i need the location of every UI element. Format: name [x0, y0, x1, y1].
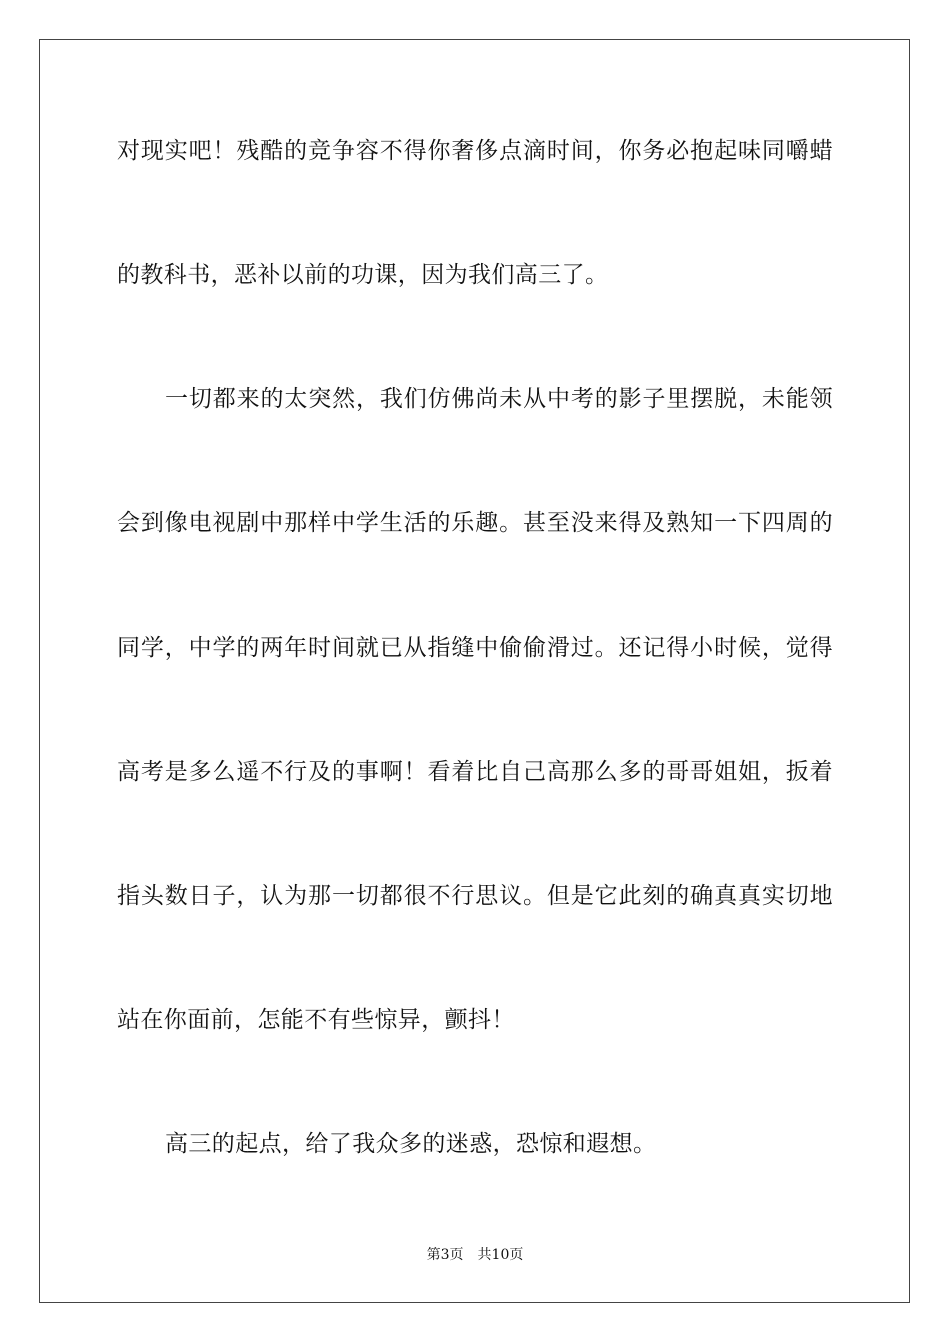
- page-number: 第3页: [426, 1247, 464, 1263]
- text-line-7: 指头数日子，认为那一切都很不行思议。但是它此刻的确真真实切地: [117, 883, 833, 909]
- text-line-8: 站在你面前，怎能不有些惊异，颤抖！: [117, 1007, 515, 1033]
- text-line-6: 高考是多么遥不行及的事啊！看着比自己高那么多的哥哥姐姐，扳着: [117, 759, 833, 785]
- text-line-3: 一切都来的太突然，我们仿佛尚未从中考的影子里摆脱，未能领: [165, 386, 833, 412]
- text-line-5: 同学，中学的两年时间就已从指缝中偷偷滑过。还记得小时候，觉得: [117, 635, 833, 661]
- text-line-2: 的教科书，恶补以前的功课，因为我们高三了。: [117, 262, 609, 288]
- page-footer: [0, 1246, 950, 1264]
- text-line-1: 对现实吧！残酷的竞争容不得你奢侈点滴时间，你务必抱起味同嚼蜡: [117, 138, 833, 164]
- page-border: [39, 39, 910, 1303]
- page-total: 共10页: [477, 1247, 524, 1263]
- text-line-4: 会到像电视剧中那样中学生活的乐趣。甚至没来得及熟知一下四周的: [117, 510, 833, 536]
- text-line-9: 高三的起点，给了我众多的迷惑，恐惊和遐想。: [165, 1131, 657, 1157]
